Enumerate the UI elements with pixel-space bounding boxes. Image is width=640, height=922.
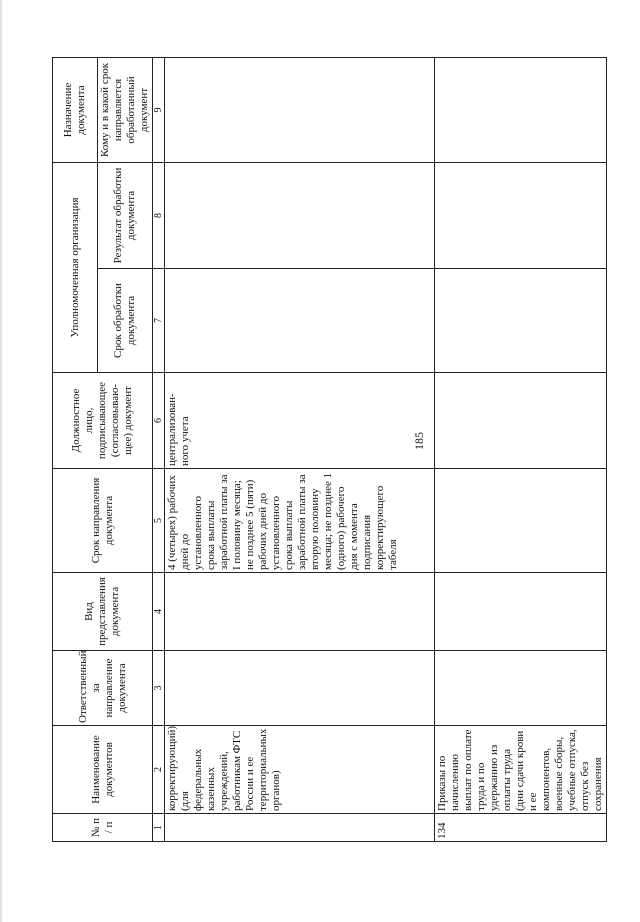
proc-term-cell <box>435 269 607 373</box>
form-cell <box>165 573 435 651</box>
col-number: 4 <box>153 573 165 651</box>
col-number: 7 <box>153 269 165 373</box>
col-number: 2 <box>153 726 165 814</box>
column-number-row <box>153 57 165 841</box>
col-number: 6 <box>153 373 165 469</box>
header-doc-name: Наименование документов <box>53 726 153 814</box>
col-number: 1 <box>153 814 165 842</box>
responsible-cell <box>165 651 435 726</box>
rotated-table-wrapper <box>52 58 607 842</box>
header-signer: Должностное лицо, подписывающее (согласовываю-щее) документ <box>53 373 153 469</box>
responsible-cell <box>435 651 607 726</box>
documents-table <box>52 57 607 842</box>
doc-name-cell: Приказы по начислению выплат по оплате труда и по удержанию из оплаты труда (дни сдачи крови и ее компонентов, военные сборы, учебные отпуска, отпуск без сохранения <box>435 726 607 814</box>
col-number: 8 <box>153 162 165 268</box>
destination-cell <box>165 57 435 162</box>
signer-cell: централизован-ного учета <box>165 373 435 469</box>
result-cell <box>435 162 607 268</box>
header-destination: Кому и в какой срок направляется обработанный документ <box>98 57 153 162</box>
table-row <box>165 57 435 841</box>
result-cell <box>165 162 435 268</box>
doc-name-cell: корректирующий) (для федеральных казенных учреждений, работникам ФТС России и ее территориальных органов) <box>165 726 435 814</box>
col-number: 5 <box>153 469 165 573</box>
header-deadline: Срок направления документа <box>53 469 153 573</box>
header-form: Вид представления документа <box>53 573 153 651</box>
header-row-1 <box>53 57 98 841</box>
header-proc-term: Срок обработки документа <box>98 269 153 373</box>
header-proc-result: Результат обработки документа <box>98 162 153 268</box>
table-row <box>435 57 607 841</box>
signer-cell <box>435 373 607 469</box>
proc-term-cell <box>165 269 435 373</box>
header-number: № п / п <box>53 814 153 842</box>
scan-edge <box>0 0 3 922</box>
deadline-cell: 4 (четырех) рабочих дней до установленного срока выплаты заработной платы за I половину месяца; не позднее 5 (пяти) рабочих дней до установленного срока выплаты заработной платы за вторую половину месяца; не позднее 1 (одного) рабочего дня с момента подписания корректирующего табеля <box>165 469 435 573</box>
form-cell <box>435 573 607 651</box>
header-authorized-org: Уполномоченная организация <box>53 162 98 372</box>
deadline-cell <box>435 469 607 573</box>
page-number: 185 <box>412 432 426 450</box>
destination-cell <box>435 57 607 162</box>
header-purpose: Назначение документа <box>53 57 98 162</box>
col-number: 9 <box>153 57 165 162</box>
header-responsible: Ответственный за направление документа <box>53 651 153 726</box>
row-number <box>165 814 435 842</box>
col-number: 3 <box>153 651 165 726</box>
row-number: 134 <box>435 814 607 842</box>
